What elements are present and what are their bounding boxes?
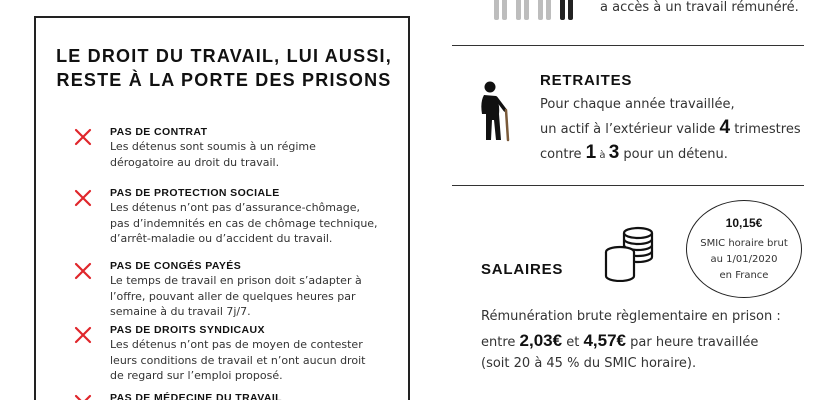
paid-work-text: a accès à un travail rémunéré. [600,0,799,15]
item-heading: PAS DE DROITS SYNDICAUX [110,324,265,336]
item-body: Les détenus n’ont pas de moyen de contester leurs conditions de travail et n’ont aucun droit de regard sur l’emploi proposé. [110,338,366,382]
retraites-line1: Pour chaque année travaillée, [540,97,735,112]
elderly-person-icon [476,80,516,142]
item-body: Les détenus n’ont pas d’assurance-chômage, pas d’indemnités en cas de chômage technique, d’arrêt-maladie ou d’accident du travail. [110,201,378,245]
salaires-line2: entre 2,03€ et 4,57€ par heure travaillée [481,331,759,350]
red-cross-icon [72,126,94,148]
people-pictogram [494,0,584,20]
salaires-heading: SALAIRES [481,261,564,278]
smic-label-line3: en France [719,270,769,281]
red-cross-icon [72,392,94,400]
item-heading: PAS DE CONGÉS PAYÉS [110,260,242,272]
salaires-line3: (soit 20 à 45 % du SMIC horaire). [481,356,697,371]
red-cross-icon [72,260,94,282]
item-heading: PAS DE CONTRAT [110,126,208,138]
item-heading: PAS DE PROTECTION SOCIALE [110,187,280,199]
box-title-line1: LE DROIT DU TRAVAIL, LUI AUSSI, [56,46,392,66]
red-cross-icon [72,187,94,209]
box-title-line2: RESTE À LA PORTE DES PRISONS [56,70,392,90]
red-cross-icon [72,324,94,346]
retraites-heading: RETRAITES [540,72,633,89]
labor-law-box [34,16,410,400]
smic-badge [686,200,802,298]
retraites-line3: contre 1 à 3 pour un détenu. [540,142,728,163]
smic-label-line1: SMIC horaire brut [700,238,788,249]
item-body: Le temps de travail en prison doit s’adapter à l’offre, pouvant aller de quelques heures par semaine à du travail 7j/7. [110,274,362,318]
divider [452,185,804,186]
coin-stack-icon [602,226,660,282]
retraites-line2: un actif à l’extérieur valide 4 trimestres [540,117,801,138]
divider [452,45,804,46]
item-body: Les détenus sont soumis à un régime dérogatoire au droit du travail. [110,140,316,169]
smic-value: 10,15€ [725,216,763,230]
item-heading: PAS DE MÉDECINE DU TRAVAIL [110,392,282,400]
smic-label-line2: au 1/01/2020 [710,254,778,265]
salaires-line1: Rémunération brute règlementaire en prison : [481,309,781,324]
